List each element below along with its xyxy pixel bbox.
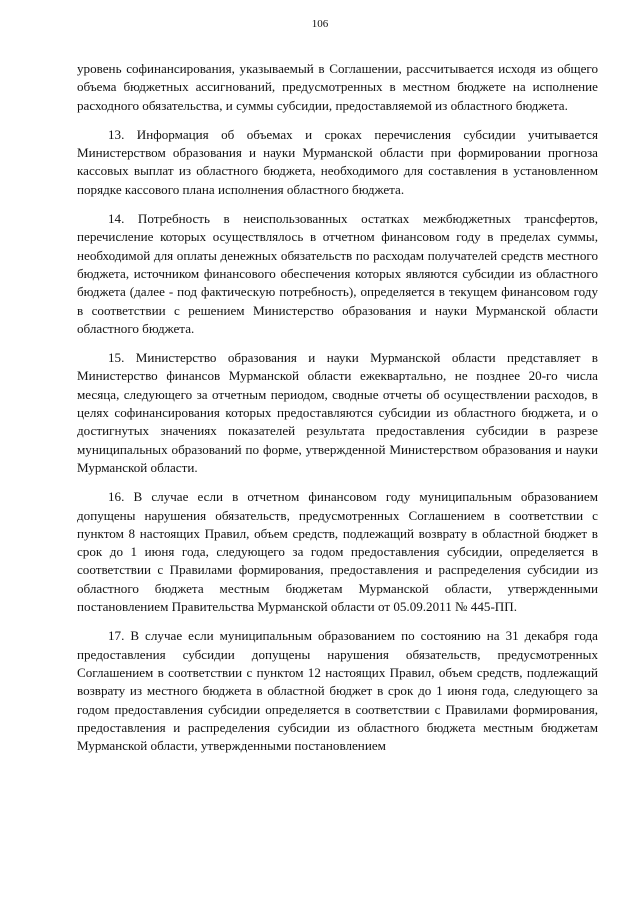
page-number: 106	[311, 18, 329, 30]
paragraph-14: 14. Потребность в неиспользованных остатках межбюджетных трансфертов, перечисление которых осуществлялось в отчетном финансовом году в пределах суммы, необходимой для оплаты денежных обязательств по расходам получателей средств местного бюджета, источником финансового обеспечения которых являются субсидии из областного бюджета (далее - под фактическую потребность), определяется в текущем финансовом году в соответствии с решением Министерство образования и науки Мурманской области областного бюджета.	[77, 211, 598, 336]
paragraph-13: 13. Информация об объемах и сроках перечисления субсидии учитывается Министерством образования и науки Мурманской области при формировании прогноза кассовых выплат из областного бюджета, необходимого для составления в установленном порядке кассового плана исполнения областного бюджета.	[77, 126, 598, 197]
paragraph-15: 15. Министерство образования и науки Мурманской области представляет в Министерство финансов Мурманской области ежеквартально, не позднее 20-го числа месяца, следующего за отчетным периодом, сводные отчеты об осуществлении расходов, в целях софинансирования которых предоставляются субсидии из областного бюджета, и о достигнутых значениях показателей результата предоставления субсидии в разрезе муниципальных образований по форме, утвержденной Министерством образования и науки Мурманской области.	[77, 350, 598, 475]
paragraph-16: 16. В случае если в отчетном финансовом году муниципальным образованием допущены нарушения обязательств, предусмотренных Соглашением в соответствии с пунктом 8 настоящих Правил, объем средств, подлежащий возврату в областной бюджет в срок до 1 июня года, следующего за годом предоставления субсидии, определяется в соответствии с Правилами формирования, предоставления и распределения субсидии из областного бюджета местным бюджетам Мурманской области, утвержденными постановлением Правительства Мурманской области от 05.09.2011 № 445-ПП.	[77, 489, 598, 615]
paragraph-17: 17. В случае если муниципальным образованием по состоянию на 31 декабря года предоставления субсидии допущены нарушения обязательств, предусмотренных Соглашением в соответствии с пунктом 12 настоящих Правил, объем средств, подлежащий возврату из местного бюджета в областной бюджет в срок до 1 июня года, следующего за годом предоставления субсидии определяется в соответствии с Правилами формирования, предоставления и распределения субсидии из областного бюджета местным бюджетам Мурманской области, утвержденными постановлением	[77, 628, 598, 754]
document-body	[77, 60, 598, 766]
paragraph-continued: уровень софинансирования, указываемый в Соглашении, рассчитывается исходя из общего объема бюджетных ассигнований, предусмотренных в местном бюджете на исполнение расходного обязательства, и суммы субсидии, предоставляемой из областного бюджета.	[77, 61, 598, 113]
